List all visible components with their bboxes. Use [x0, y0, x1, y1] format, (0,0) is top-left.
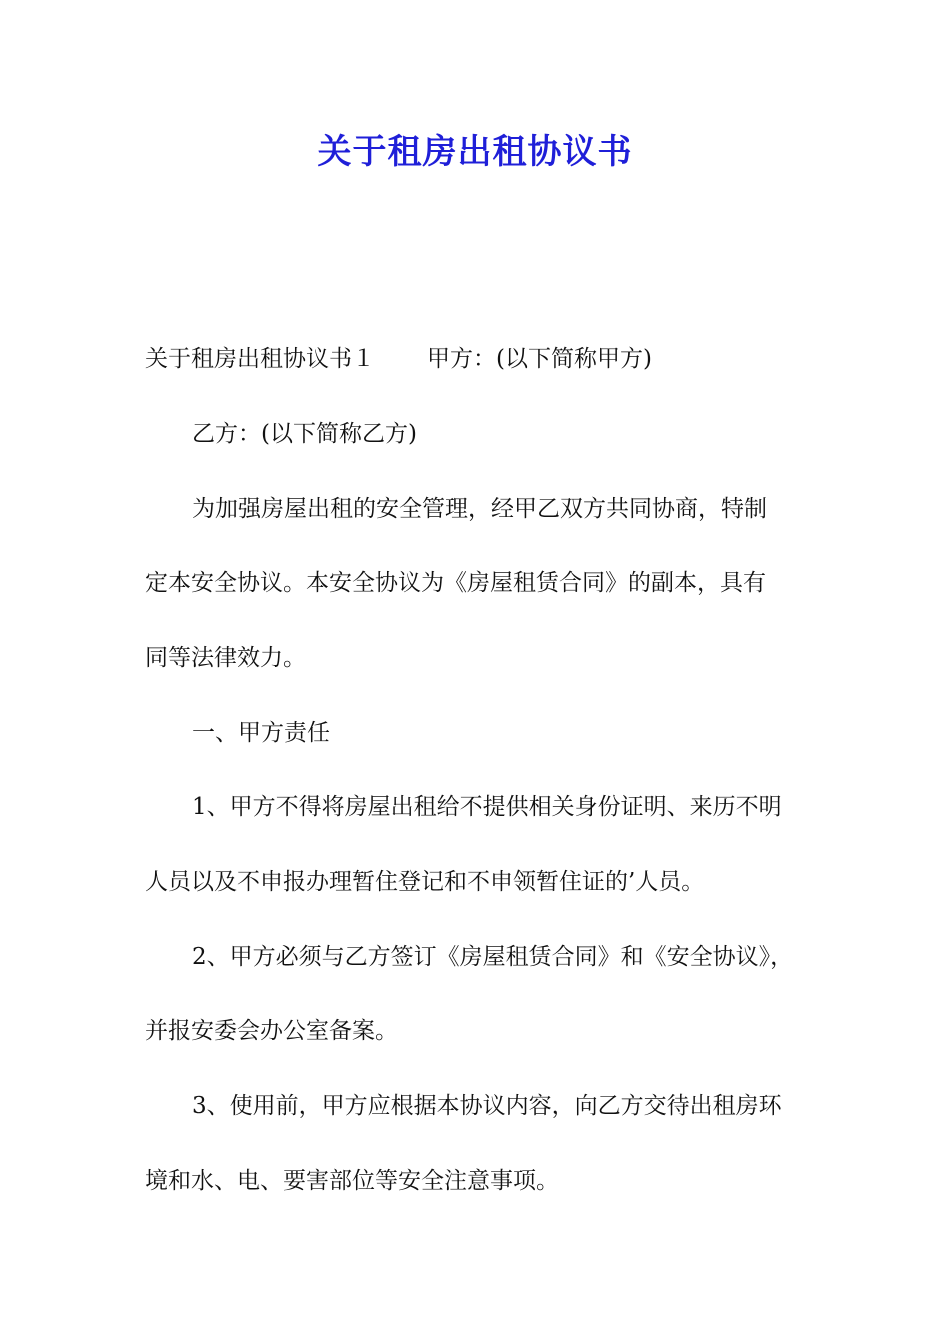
paragraph-line: 境和水、电、要害部位等安全注意事项。 [145, 1168, 559, 1194]
paragraph-line: 为加强房屋出租的安全管理，经甲乙双方共同协商，特制 [192, 496, 767, 522]
section-heading: 一、甲方责任 [192, 720, 330, 746]
paragraph-line: 3、使用前，甲方应根据本协议内容，向乙方交待出租房环 [192, 1093, 782, 1119]
subheading: 关于租房出租协议书１ [145, 346, 375, 372]
paragraph-line: 人员以及不申报办理暂住登记和不申领暂住证的’人员。 [145, 869, 705, 895]
party-a-label: 甲方：(以下简称甲方) [427, 346, 652, 372]
paragraph-line: 同等法律效力。 [145, 645, 306, 671]
paragraph-line: 定本安全协议。本安全协议为《房屋租赁合同》的副本，具有 [145, 570, 766, 596]
intro-line [145, 344, 652, 374]
paragraph-line: 2、甲方必须与乙方签订《房屋租赁合同》和《安全协议》， [192, 944, 794, 970]
paragraph-line: 1、甲方不得将房屋出租给不提供相关身份证明、来历不明 [192, 794, 782, 820]
document-title: 关于租房出租协议书 [317, 132, 633, 172]
party-b-label: 乙方：(以下简称乙方) [192, 421, 417, 447]
paragraph-line: 并报安委会办公室备案。 [145, 1018, 398, 1044]
